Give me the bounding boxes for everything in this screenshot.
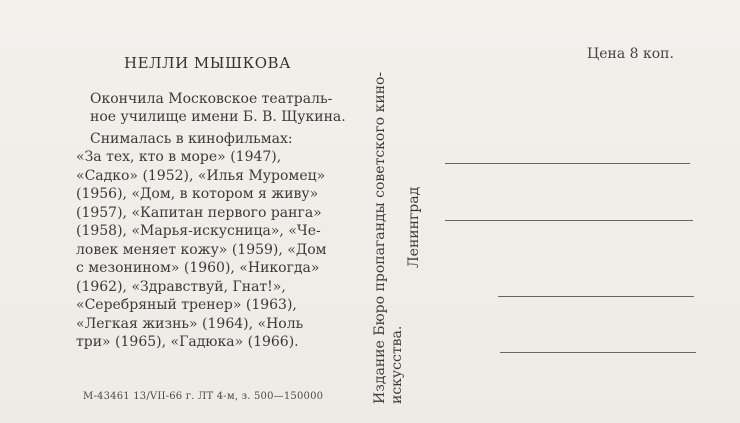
publisher-line: искусства.: [389, 325, 405, 404]
printing-imprint: М-43461 13/VII-66 г. ЛТ 4-м, з. 500—150000: [83, 391, 324, 402]
bio-line: ное училище имени Б. В. Щукина.: [90, 109, 346, 125]
address-line: [445, 163, 690, 164]
city-text: Ленинград: [406, 186, 422, 268]
film-line: «Легкая жизнь» (1964), «Ноль: [76, 315, 304, 332]
film-line: «Серебряный тренер» (1963),: [76, 297, 297, 313]
film-line: (1956), «Дом, в котором я живу»: [76, 186, 319, 202]
film-line: (1957), «Капитан первого ранга»: [76, 204, 322, 221]
price-label: Цена 8 коп.: [587, 46, 674, 62]
address-line: [500, 352, 696, 353]
bio-line: Окончила Московское театраль-: [90, 91, 333, 107]
actress-name: НЕЛЛИ МЫШКОВА: [124, 54, 291, 72]
film-line: с мезонином» (1960), «Никогда»: [76, 260, 320, 276]
film-line: (1962), «Здравствуй, Гнат!»,: [76, 278, 286, 295]
film-line: три» (1965), «Гадюка» (1966).: [76, 334, 299, 350]
film-line: ловек меняет кожу» (1959), «Дом: [76, 241, 327, 258]
publisher-line: Издание Бюро пропаганды советского кино-: [372, 71, 388, 404]
film-line: «Садко» (1952), «Илья Муромец»: [76, 167, 326, 184]
films-heading: Снималась в кинофильмах:: [90, 131, 293, 147]
film-line: «За тех, кто в море» (1947),: [76, 149, 282, 165]
biography: [90, 90, 360, 126]
film-line: (1958), «Марья-искусница», «Че-: [76, 223, 321, 239]
address-line: [445, 220, 693, 221]
address-line: [498, 296, 694, 297]
publisher-text: [372, 72, 406, 404]
filmography: [72, 148, 362, 352]
